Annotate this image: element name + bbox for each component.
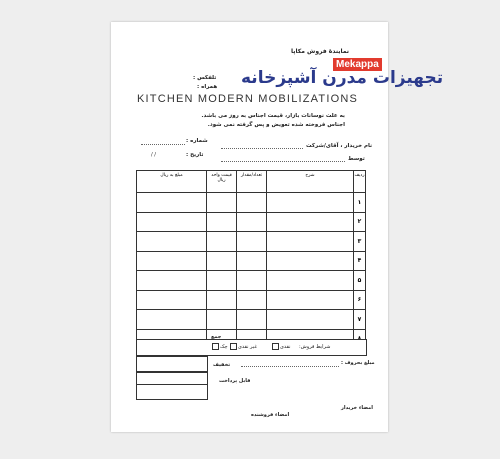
buyer-line[interactable]: [221, 148, 303, 149]
payable-value-box[interactable]: [136, 384, 208, 400]
table-row: [137, 212, 366, 232]
notice-line-1: به علت نوسانات بازار، قیمت اجناس به روز می باشد.: [201, 113, 345, 119]
cash-checkbox[interactable]: [272, 343, 279, 350]
discount-label: تخفیف: [213, 362, 231, 368]
cheque-option[interactable]: [211, 343, 228, 350]
table-row: [137, 310, 366, 330]
total-label: جمع: [211, 334, 222, 340]
cell-amount[interactable]: [137, 310, 207, 330]
cell-quantity[interactable]: [237, 271, 267, 291]
cheque-label: چک: [220, 344, 228, 350]
date-label: تاریخ :: [186, 152, 204, 158]
cell-amount[interactable]: [137, 232, 207, 252]
row-number: ۷: [354, 310, 366, 330]
amount-words-line[interactable]: [241, 366, 339, 367]
brand-title-persian: تجهیزات مدرن آشپزخانه: [241, 68, 444, 88]
cell-unit-price[interactable]: [207, 271, 237, 291]
sale-conditions-label: شرایط فروش:: [299, 344, 331, 350]
cell-description[interactable]: [267, 310, 354, 330]
cell-description[interactable]: [267, 290, 354, 310]
cell-unit-price[interactable]: [207, 251, 237, 271]
brand-logo: Mekappa: [333, 58, 382, 71]
col-header-row-number: ردیف: [354, 171, 366, 193]
table-row: [137, 251, 366, 271]
by-line[interactable]: [221, 161, 345, 162]
noncash-option[interactable]: [229, 343, 257, 350]
cell-unit-price[interactable]: [207, 290, 237, 310]
cell-unit-price[interactable]: [207, 310, 237, 330]
cell-quantity[interactable]: [237, 193, 267, 213]
notice-line-2: اجناس فروخته شده تعویض و پس گرفته نمی شود.: [207, 122, 345, 128]
tel-label: تلفکس :: [193, 75, 217, 81]
cell-quantity[interactable]: [237, 310, 267, 330]
date-value[interactable]: / /: [151, 152, 156, 158]
cell-unit-price[interactable]: [207, 232, 237, 252]
col-header-amount: مبلغ به ریال: [137, 171, 207, 193]
total-row-top: [136, 339, 365, 340]
cell-quantity[interactable]: [237, 290, 267, 310]
col-header-unit-price: قیمت واحد ریال: [207, 171, 237, 193]
table-row: [137, 232, 366, 252]
cell-description[interactable]: [267, 271, 354, 291]
table-row: [137, 271, 366, 291]
cell-unit-price[interactable]: [207, 193, 237, 213]
number-label: شماره :: [186, 138, 208, 144]
cheque-checkbox[interactable]: [212, 343, 219, 350]
col-header-quantity: تعداد/مقدار: [237, 171, 267, 193]
noncash-label: غیر نقدی: [238, 344, 257, 350]
cell-description[interactable]: [267, 251, 354, 271]
cell-quantity[interactable]: [237, 212, 267, 232]
amount-words-label: مبلغ بحروف :: [341, 360, 375, 366]
cell-description[interactable]: [267, 193, 354, 213]
row-number: ۶: [354, 290, 366, 310]
col-header-description: شرح: [267, 171, 354, 193]
cell-amount[interactable]: [137, 271, 207, 291]
number-line[interactable]: [141, 144, 185, 145]
cash-option[interactable]: [271, 343, 290, 350]
cash-label: نقدی: [280, 344, 291, 350]
row-number: ۴: [354, 251, 366, 271]
seller-signature-label: امضاء فروشنده: [251, 412, 290, 418]
mobile-label: همراه :: [197, 84, 218, 90]
row-number: ۵: [354, 271, 366, 291]
cell-quantity[interactable]: [237, 232, 267, 252]
row-number: ۱: [354, 193, 366, 213]
payable-label: قابل پرداخت: [219, 378, 251, 384]
cell-amount[interactable]: [137, 290, 207, 310]
row-number: ۲: [354, 212, 366, 232]
cell-description[interactable]: [267, 232, 354, 252]
cell-amount[interactable]: [137, 193, 207, 213]
noncash-checkbox[interactable]: [230, 343, 237, 350]
total-value-box[interactable]: [136, 356, 208, 372]
brand-title-english: KITCHEN MODERN MOBILIZATIONS: [137, 93, 359, 105]
cell-amount[interactable]: [137, 212, 207, 232]
cell-quantity[interactable]: [237, 251, 267, 271]
table-row: [137, 290, 366, 310]
by-label: توسط: [348, 156, 365, 162]
invoice-sheet: [111, 22, 444, 432]
cell-description[interactable]: [267, 212, 354, 232]
buyer-label: نام خریدار ، آقای/شرکت: [306, 143, 373, 149]
cell-amount[interactable]: [137, 251, 207, 271]
table-row: [137, 193, 366, 213]
buyer-signature-label: امضاء خریدار: [341, 405, 373, 411]
seller-tagline: نمایندهٔ فروش مکاپا: [291, 48, 350, 55]
table-header-row: [137, 171, 366, 193]
cell-unit-price[interactable]: [207, 212, 237, 232]
items-table: [136, 170, 366, 349]
row-number: ۳: [354, 232, 366, 252]
notice-text: [187, 112, 345, 130]
